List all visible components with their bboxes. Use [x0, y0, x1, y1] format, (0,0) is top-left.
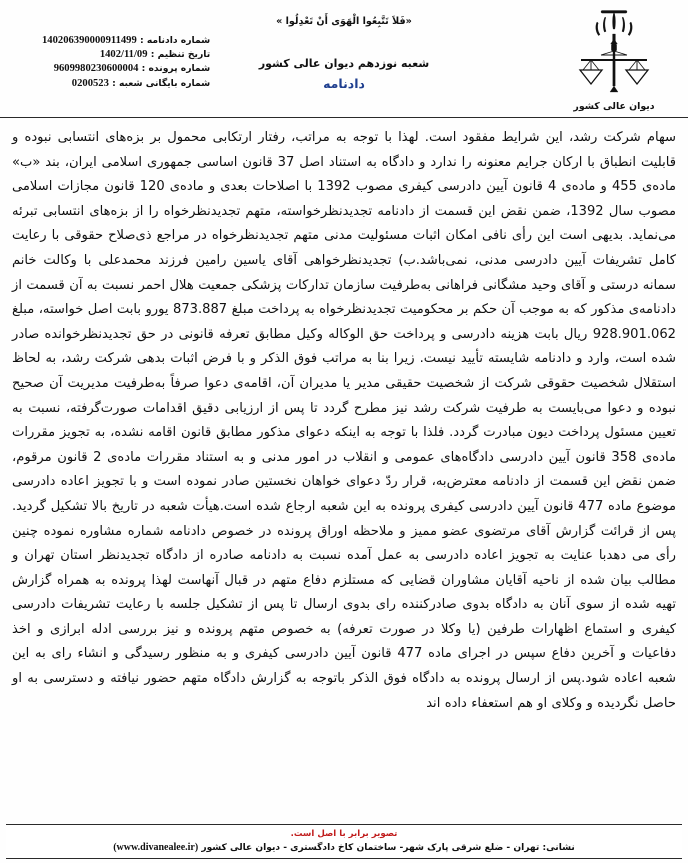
- certification-stamp-text: تصویر برابر با اصل است.: [290, 829, 398, 839]
- meta-value-date: 1402/11/09: [99, 49, 148, 61]
- scales-of-justice-icon: [575, 8, 653, 100]
- meta-value-case-number: 140206390000911499: [42, 35, 137, 46]
- meta-label-file-number: شماره پرونده :: [141, 63, 211, 75]
- footer-website-link[interactable]: (www.divanealee.ir): [113, 842, 199, 853]
- judgment-body-text: [0, 118, 688, 818]
- emblem-caption: دیوان عالی کشور: [573, 101, 655, 112]
- judgment-paragraph: سهام شرکت رشد، این شرایط مفقود است. لهذا با توجه به مراتب، رفتار ارتکابی محمول بر بزه‌های انتسابی نبوده و قابلیت انطباق با ارکان جرایم معنونه را ندارد و دادگاه به استناد اصل 37 قانون اساسی جمهوری اسلامی ایران، بند «ب» ماده‌ی 455 و ماده‌ی 4 قانون آیین دادرسی کیفری مصوب 1392 با اصلاحات بعدی و ماده‌ی 120 قانون مجازات اسلامی مصوب سال 1392، ضمن نقض این قسمت از دادنامه تجدیدنظرخواسته، متهم تجدیدنظرخواه را از بزه‌های انتسابی تبرئه می‌نماید. بدیهی است این رأی نافی امکان اثبات مسئولیت مدنی متهم تجدیدنظرخواه در مراجع ذی‌صلاح حقوقی با رعایت کامل تشریفات آیین دادرسی مدنی، نمی‌باشد.ب) تجدیدنظرخواهی آقای یاسین رامین فرزند محمدعلی با وکالت خانم سمانه درستی و آقای وحید مشگانی فراهانی به‌طرفیت سازمان تدارکات پزشکی جمعیت هلال احمر نسبت به آن قسمت از دادنامه‌ی مذکور که به موجب آن حکم بر محکومیت تجدیدنظرخواه به پرداخت مبلغ 873.887 یورو بابت اصل خواسته، مبلغ 928.901.062 ریال بابت هزینه دادرسی و پرداخت حق الوکاله وکیل مطابق تعرفه قانونی در حق تجدیدنظرخوانده صادر شده است، وارد و دادنامه شایسته تأیید نیست. زیرا بنا به مراتب فوق الذکر و با فرض اثبات بدهی شرکت رشد، به لحاظ استقلال شخصیت حقوقی شرکت از شخصیت حقیقی مدیر یا مدیران آن، اقامه‌ی دعوا صرفاً به‌طرفیت مدیریت آن صحیح نبوده و دعوا می‌بایست به طرفیت شرکت رشد نیز مطرح گردد تا پس از ارزیابی دقیق اقدامات صورت‌گرفته، نسبت به تعیین مسئول پرداخت دیون مبادرت گردد. فلذا با توجه به اینکه دعوای مذکور مطابق قانون اقامه نشده، به تجویز مقررات ماده‌ی 358 قانون آیین دادرسی دادگاه‌های عمومی و انقلاب در امور مدنی و به استناد مقررات ماده‌ی 2 قانون مرقوم، ضمن نقض این قسمت از دادنامه معترض‌به، قرار ردّ دعوای خواهان نخستین صادر نموده است و با تجویز اعاده دادرسی موضوع ماده 477 قانون آیین دادرسی کیفری پرونده به این شعبه ارجاع شده است.هیأت شعبه در تاریخ بالا تشکیل گردید. پس از قرائت گزارش آقای مرتضوی عضو ممیز و ملاحظه اوراق پرونده در خصوص دادنامه شماره مشاوره نموده چنین رأی می دهدبا عنایت به تجویز اعاده دادرسی به عمل آمده نسبت به دادنامه صادره از دادگاه تجدیدنظر استان تهران و مطالب بیان شده از ناحیه آقایان مشاوران قضایی که مستلزم دفاع متهم در قبال آنهاست لهذا پرونده به همراه گزارش تهیه شده از سوی آنان به دادگاه بدوی صادرکننده رای بدوی ارسال تا پس از تشکیل جلسه با رعایت تشریفات دادرسی کیفری و استماع اظهارات طرفین (یا وکلا در صورت تعرفه) به خصوص متهم پرونده و نیز بررسی ادله ابرازی و اخذ دفاعیات و آخرین دفاع سپس در اجرای ماده 477 قانون آیین دادرسی کیفری و به منظور رسیدگی و انشاء رای به این شعبه اعاده شود.پس از ارسال پرونده به دادگاه فوق الذکر باتوجه به گزارش دادگاه متهم حضور نیافته و دسترسی به او حاصل نگردیده و وکلای او هم استعفاء داده اند: [12, 130, 677, 711]
- document-header: [0, 0, 688, 118]
- quran-verse: «فَلاَ تَتَّبِعُوا الْهَوَى أَنْ تَعْدِلُوا »: [276, 16, 412, 27]
- meta-label-archive-number: شماره بایگانی شعبه :: [112, 77, 211, 89]
- judiciary-emblem: [562, 8, 666, 112]
- branch-title: شعبه نوزدهم دیوان عالی کشور: [258, 57, 430, 70]
- meta-value-file-number: 9609980230600004: [53, 63, 139, 75]
- document-type-title: دادنامه: [323, 76, 365, 91]
- meta-value-archive-number: 0200523: [71, 77, 109, 89]
- footer-address-text: نشانی: تهران - ضلع شرقی پارک شهر- ساختمان کاخ دادگستری - دیوان عالی کشور: [201, 843, 575, 853]
- meta-label-date: تاریخ تنظیم :: [150, 49, 211, 61]
- meta-label-case-number: شماره دادنامه :: [139, 35, 211, 46]
- footer-address: [6, 842, 682, 853]
- document-footer: [6, 824, 682, 859]
